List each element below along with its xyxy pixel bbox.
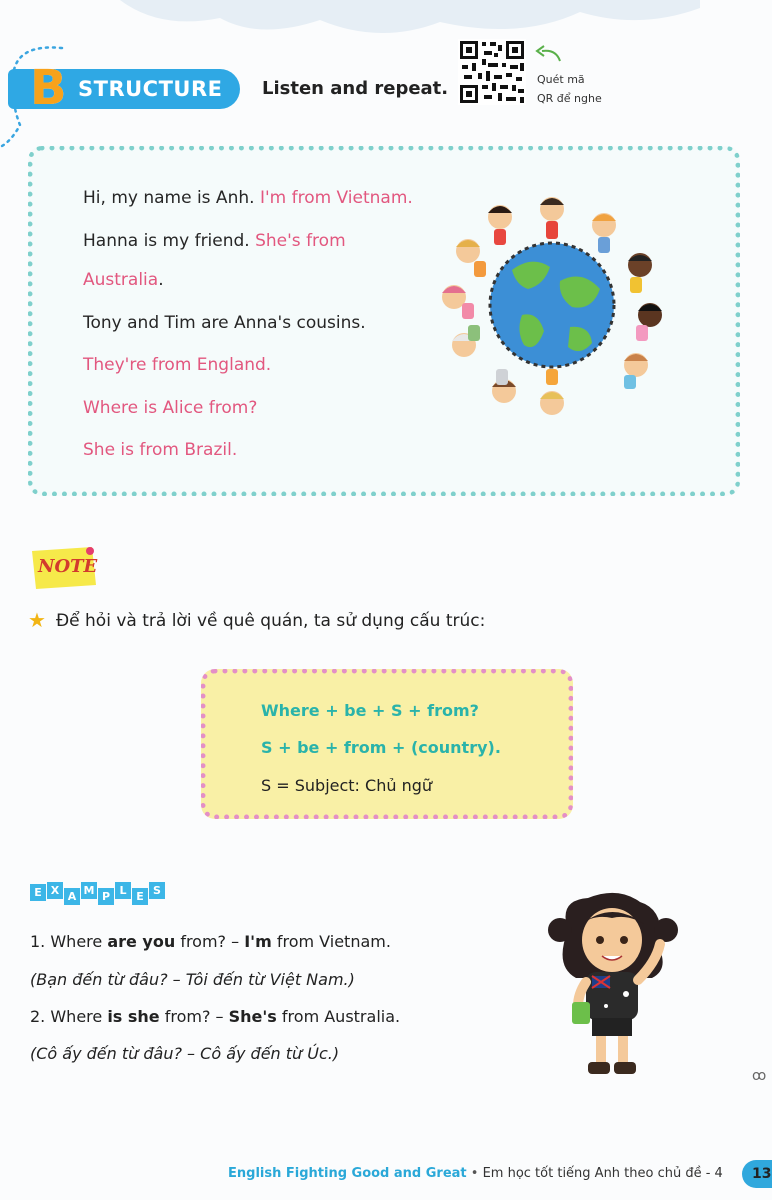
- structure-line-2: [83, 231, 346, 251]
- footer: [228, 1166, 723, 1181]
- structure-line-3: [83, 270, 164, 290]
- qr-code-icon[interactable]: [458, 39, 526, 105]
- note-instruction: Để hỏi và trả lời về quê quán, ta sử dụng cấu trúc:: [56, 611, 486, 631]
- girl-illustration: [548, 890, 678, 1080]
- examples-letter: P: [98, 888, 114, 905]
- structure-line-1: [83, 188, 413, 208]
- cloud-decoration: [0, 0, 772, 60]
- star-icon: ★: [28, 608, 46, 632]
- formula-subject-note: S = Subject: Chủ ngữ: [261, 776, 432, 795]
- qr-caption-line2: QR để nghe: [537, 92, 602, 105]
- example-2: [30, 1007, 400, 1026]
- examples-letter: M: [81, 882, 97, 899]
- examples-letter: E: [30, 884, 46, 901]
- example-text: from? –: [159, 1007, 229, 1026]
- example-text: 2. Where: [30, 1007, 108, 1026]
- example-text: from Vietnam.: [271, 932, 391, 951]
- structure-line-4: [83, 313, 366, 333]
- example-1: [30, 932, 391, 951]
- footer-series: English Fighting Good and Great: [228, 1166, 467, 1181]
- structure-line-7: She is from Brazil.: [83, 440, 238, 460]
- structure-line-6: Where is Alice from?: [83, 398, 258, 418]
- structure-line-5: They're from England.: [83, 355, 272, 375]
- examples-title: [30, 880, 166, 906]
- page-number: 13: [742, 1160, 772, 1188]
- side-mark: ꝏ: [752, 1068, 767, 1084]
- example-bold: I'm: [244, 932, 272, 951]
- example-2-translation: (Cô ấy đến từ đâu? – Cô ấy đến từ Úc.): [30, 1044, 340, 1063]
- structure-text: Hanna is my friend.: [83, 231, 256, 251]
- examples-letter: E: [132, 888, 148, 905]
- formula-question: Where + be + S + from?: [261, 701, 479, 720]
- structure-highlight: Australia: [83, 270, 159, 290]
- example-1-translation: (Bạn đến từ đâu? – Tôi đến từ Việt Nam.): [30, 970, 355, 989]
- curved-arrow-icon: [534, 43, 564, 65]
- structure-highlight: She's from: [255, 231, 346, 251]
- examples-letter: L: [115, 882, 131, 899]
- structure-highlight: I'm from Vietnam.: [259, 188, 413, 208]
- example-text: 1. Where: [30, 932, 108, 951]
- note-label: NOTE: [38, 556, 98, 577]
- examples-letter: A: [64, 888, 80, 905]
- example-bold: She's: [228, 1007, 277, 1026]
- formula-answer: S + be + from + (country).: [261, 738, 501, 757]
- example-bold: is she: [107, 1007, 160, 1026]
- example-text: from? –: [175, 932, 245, 951]
- structure-text: Hi, my name is Anh.: [83, 188, 260, 208]
- examples-letter: S: [149, 882, 165, 899]
- footer-separator: •: [466, 1166, 483, 1181]
- examples-letter: X: [47, 882, 63, 899]
- section-letter: B: [30, 60, 67, 116]
- example-bold: are you: [107, 932, 176, 951]
- structure-text: .: [158, 270, 164, 290]
- example-text: from Australia.: [276, 1007, 401, 1026]
- globe-children-illustration: [432, 185, 672, 425]
- qr-caption-line1: Quét mã: [537, 73, 585, 86]
- structure-text: Tony and Tim are Anna's cousins.: [83, 313, 366, 333]
- qr-caption: [537, 70, 602, 108]
- section-title: STRUCTURE: [78, 77, 223, 101]
- footer-subtitle: Em học tốt tiếng Anh theo chủ đề - 4: [482, 1166, 723, 1181]
- instruction-text: Listen and repeat.: [262, 78, 449, 99]
